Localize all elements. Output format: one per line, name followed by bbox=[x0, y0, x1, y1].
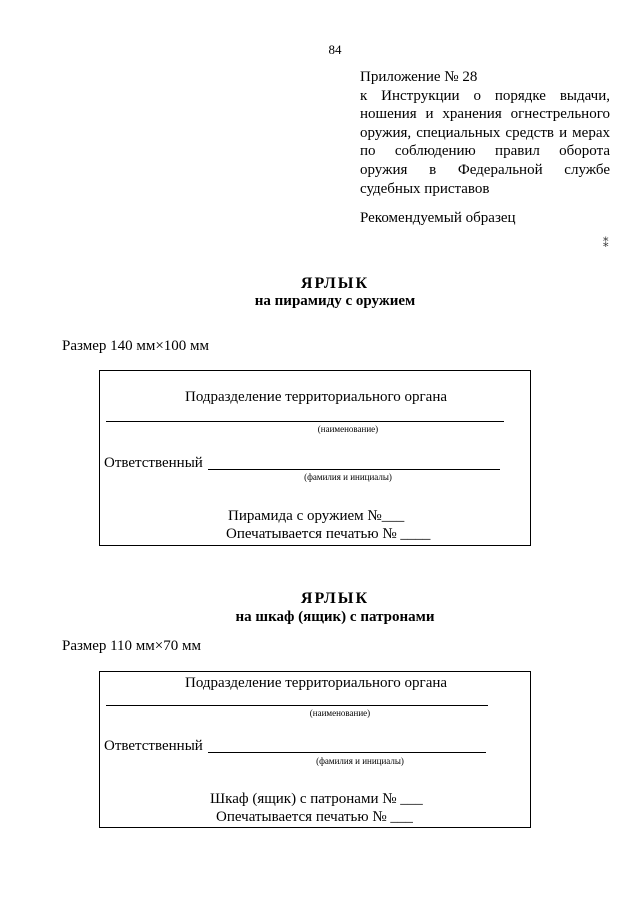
recommended-sample: Рекомендуемый образец bbox=[360, 210, 516, 226]
label2-title: ЯРЛЫК bbox=[300, 590, 370, 607]
label1-person-caption: (фамилия и инициалы) bbox=[304, 472, 392, 482]
label2-name-caption: (наименование) bbox=[309, 708, 371, 718]
label1-subtitle: на пирамиду с оружием bbox=[254, 293, 416, 309]
label1-seal: Опечатывается печатью № ____ bbox=[226, 526, 431, 542]
appendix-line: судебных приставов bbox=[360, 180, 490, 197]
appendix-line: к Инструкции о порядке выдачи, bbox=[360, 87, 610, 104]
label2-responsible: Ответственный bbox=[104, 738, 203, 754]
label2-person-caption: (фамилия и инициалы) bbox=[316, 756, 404, 766]
label1-item: Пирамида с оружием №___ bbox=[228, 508, 405, 524]
label1-name-caption: (наименование) bbox=[317, 424, 379, 434]
scan-mark: ⁑ bbox=[603, 238, 609, 250]
label2-box bbox=[99, 671, 531, 828]
label2-item: Шкаф (ящик) с патронами № ___ bbox=[210, 791, 423, 807]
label2-subtitle: на шкаф (ящик) с патронами bbox=[235, 609, 435, 625]
label1-name-line bbox=[106, 421, 504, 422]
label2-person-line bbox=[208, 752, 486, 753]
label2-size: Размер 110 мм×70 мм bbox=[62, 638, 201, 654]
appendix-line: оружия в Федеральной службе bbox=[360, 161, 610, 178]
label1-box bbox=[99, 370, 531, 546]
appendix-line: оружия, специальных средств и мерах bbox=[360, 124, 610, 141]
label2-seal: Опечатывается печатью № ___ bbox=[216, 809, 413, 825]
label1-size: Размер 140 мм×100 мм bbox=[62, 338, 210, 354]
appendix-line: ношения и хранения огнестрельного bbox=[360, 106, 610, 123]
label1-title: ЯРЛЫК bbox=[300, 275, 370, 292]
label2-division: Подразделение территориального органа bbox=[185, 675, 448, 691]
label1-person-line bbox=[208, 469, 500, 470]
appendix-line: Приложение № 28 bbox=[360, 69, 478, 85]
label2-name-line bbox=[106, 705, 488, 706]
label1-responsible: Ответственный bbox=[104, 455, 203, 471]
appendix-header bbox=[360, 68, 610, 198]
label1-division: Подразделение территориального органа bbox=[184, 389, 448, 405]
page-number: 84 bbox=[328, 42, 342, 57]
appendix-line: по соблюдению правил оборота bbox=[360, 143, 610, 160]
